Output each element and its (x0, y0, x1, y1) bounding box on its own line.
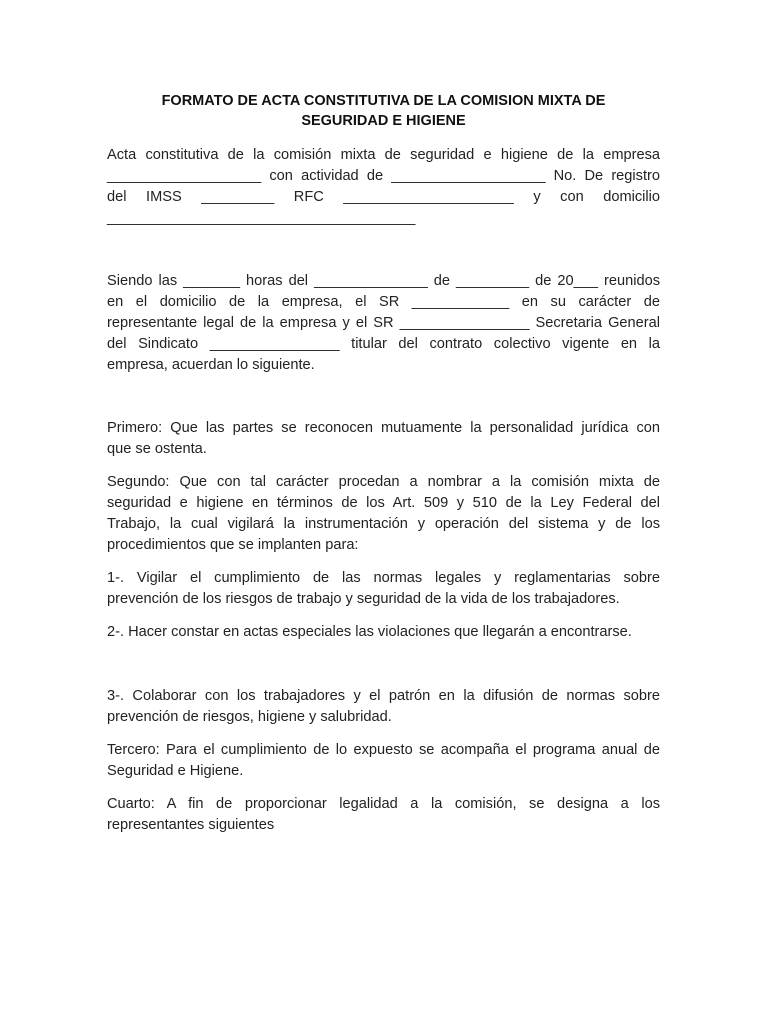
title-line: FORMATO DE ACTA CONSTITUTIVA DE LA COMISION MIXTA DE (161, 93, 606, 109)
text-line: del IMSS _________ RFC _____________________ y con domicilio (107, 189, 660, 205)
list-item-1 (107, 568, 660, 610)
text-line: empresa, acuerdan lo siguiente. (107, 357, 315, 373)
text-line: ______________________________________ (107, 210, 416, 226)
document-body (107, 145, 660, 836)
text-line: 3-. Colaborar con los trabajadores y el patrón en la difusión de normas sobre (107, 688, 660, 704)
text-line: Cuarto: A fin de proporcionar legalidad a la comisión, se designa a los (107, 796, 660, 812)
text-line: seguridad e higiene en términos de los Art. 509 y 510 de la Ley Federal del (107, 495, 660, 511)
text-line: representante legal de la empresa y el SR ________________ Secretaria General (107, 315, 660, 331)
text-line: Siendo las _______ horas del ______________ de _________ de 20___ reunidos (107, 273, 660, 289)
text-line: en el domicilio de la empresa, el SR ____________ en su carácter de (107, 294, 660, 310)
paragraph-intro (107, 145, 660, 229)
paragraph-segundo (107, 472, 660, 556)
text-line: Tercero: Para el cumplimiento de lo expuesto se acompaña el programa anual de (107, 742, 660, 758)
text-line: representantes siguientes (107, 817, 275, 833)
text-line: 2-. Hacer constar en actas especiales las violaciones que llegarán a encontrarse. (107, 624, 632, 640)
list-item-2 (107, 622, 660, 643)
text-line: prevención de los riesgos de trabajo y seguridad de la vida de los trabajadores. (107, 591, 620, 607)
paragraph-meeting (107, 271, 660, 376)
text-line: Segundo: Que con tal carácter procedan a nombrar a la comisión mixta de (107, 474, 660, 490)
text-line: procedimientos que se implanten para: (107, 537, 359, 553)
text-line: Seguridad e Higiene. (107, 763, 244, 779)
text-line: del Sindicato ________________ titular del contrato colectivo vigente en la (107, 336, 660, 352)
text-line: prevención de riesgos, higiene y salubridad. (107, 709, 392, 725)
text-line: ___________________ con actividad de ___________________ No. De registro (107, 168, 660, 184)
text-line: Acta constitutiva de la comisión mixta de seguridad e higiene de la empresa (107, 147, 660, 163)
paragraph-cuarto (107, 794, 660, 836)
paragraph-primero (107, 418, 660, 460)
list-item-3 (107, 686, 660, 728)
text-line: Primero: Que las partes se reconocen mutuamente la personalidad jurídica con (107, 420, 660, 436)
title-line: SEGURIDAD E HIGIENE (301, 113, 466, 129)
paragraph-tercero (107, 740, 660, 782)
text-line: Trabajo, la cual vigilará la instrumentación y operación del sistema y de los (107, 516, 660, 532)
text-line: 1-. Vigilar el cumplimiento de las normas legales y reglamentarias sobre (107, 570, 660, 586)
document-title (107, 91, 660, 131)
text-line: que se ostenta. (107, 441, 207, 457)
